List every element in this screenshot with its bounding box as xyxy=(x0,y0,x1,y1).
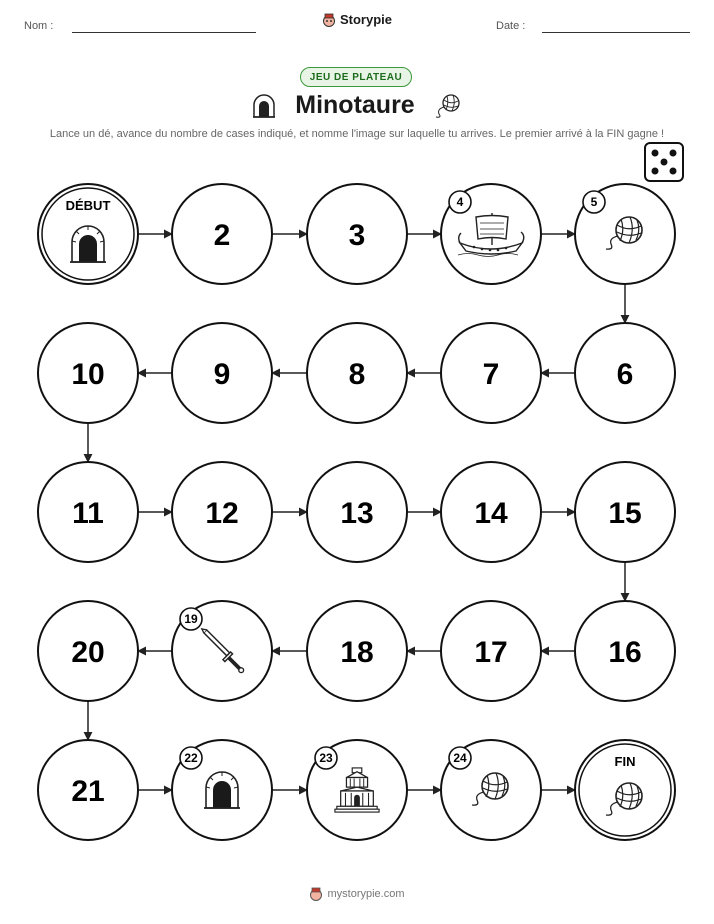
board-cell-4 xyxy=(441,184,541,284)
board-cell-19 xyxy=(172,601,272,701)
footer-url[interactable]: mystorypie.com xyxy=(327,888,405,900)
board-cell-24 xyxy=(441,740,541,840)
board-cell-13 xyxy=(307,462,407,562)
game-type-badge: JEU DE PLATEAU xyxy=(300,67,412,87)
cell-number-badge: 22 xyxy=(184,751,198,765)
board-cell-12 xyxy=(172,462,272,562)
board-cell-6 xyxy=(575,323,675,423)
cell-number: 11 xyxy=(72,497,104,530)
cell-number: 8 xyxy=(348,358,366,391)
board-cell-22 xyxy=(172,740,272,840)
cell-number: 2 xyxy=(213,219,231,252)
board-cell-15 xyxy=(575,462,675,562)
cell-number: 3 xyxy=(348,219,366,252)
cell-number: 12 xyxy=(205,497,239,530)
board-cell-23 xyxy=(307,740,407,840)
board-cell-8 xyxy=(307,323,407,423)
instructions: Lance un dé, avance du nombre de cases indiqué, et nomme l'image sur laquelle tu arrives. Le premier arrivé à la FIN gagne ! xyxy=(49,128,665,140)
cell-number: 7 xyxy=(482,358,500,391)
cell-number: 13 xyxy=(340,497,374,530)
cell-number-badge: 4 xyxy=(456,195,464,209)
cell-number-badge: 5 xyxy=(590,195,598,209)
board-cell-21 xyxy=(38,740,138,840)
page-title: Minotaure xyxy=(295,91,415,119)
cell-number: 21 xyxy=(71,775,105,808)
brand-name: Storypie xyxy=(339,12,392,27)
board-cell-7 xyxy=(441,323,541,423)
board-cell-14 xyxy=(441,462,541,562)
cell-number: 18 xyxy=(340,636,374,669)
start-label: DÉBUT xyxy=(65,198,111,213)
board-cell-17 xyxy=(441,601,541,701)
name-label: Nom : xyxy=(24,20,54,32)
board-cell-9 xyxy=(172,323,272,423)
date-label: Date : xyxy=(496,20,526,32)
board-cell-2 xyxy=(172,184,272,284)
cell-number: 17 xyxy=(474,636,508,669)
cell-number: 10 xyxy=(71,358,105,391)
board-cell-18 xyxy=(307,601,407,701)
cell-number-badge: 24 xyxy=(453,751,467,765)
cell-number: 16 xyxy=(608,636,642,669)
board-cells xyxy=(38,184,675,840)
cell-number: 15 xyxy=(608,497,642,530)
cell-number-badge: 19 xyxy=(184,612,198,626)
board-cell-11 xyxy=(38,462,138,562)
tunnel-icon xyxy=(70,226,106,262)
board-cell-10 xyxy=(38,323,138,423)
board-cell-16 xyxy=(575,601,675,701)
cell-number-badge: 23 xyxy=(319,751,333,765)
board-cell-1 xyxy=(38,184,138,284)
board-cell-20 xyxy=(38,601,138,701)
board-cell-25 xyxy=(575,740,675,840)
cell-number: 6 xyxy=(616,358,634,391)
cell-number: 20 xyxy=(71,636,105,669)
tunnel-icon xyxy=(204,772,240,808)
footer xyxy=(0,887,714,901)
cell-number: 14 xyxy=(474,497,508,530)
end-label: FIN xyxy=(614,754,636,769)
board-cell-3 xyxy=(307,184,407,284)
cell-number: 9 xyxy=(213,358,231,391)
board-cell-5 xyxy=(575,184,675,284)
storypie-mascot-icon xyxy=(309,887,323,901)
